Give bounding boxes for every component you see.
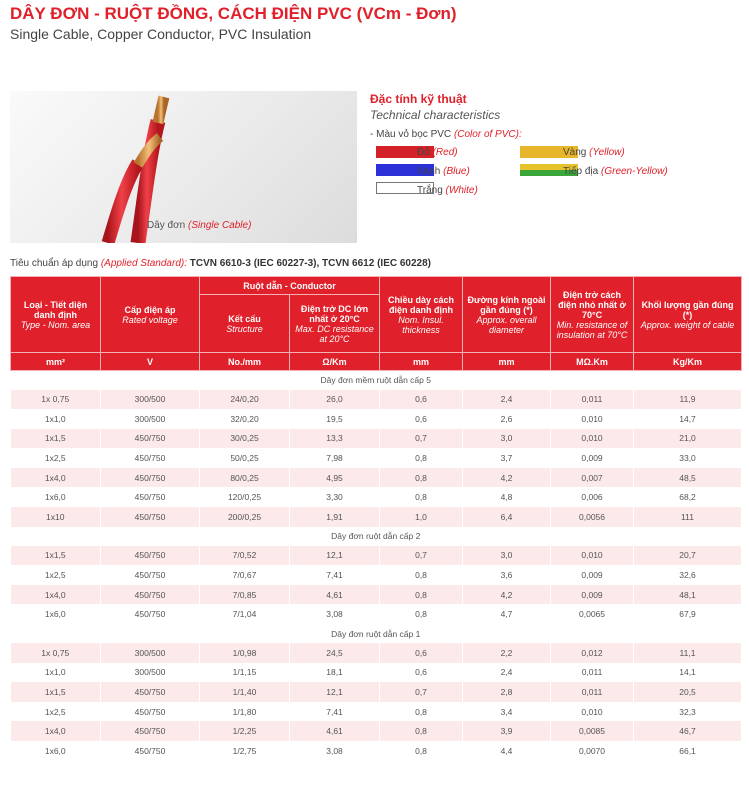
header-dc-resistance: Điện trở DC lớn nhất ở 20°C Max. DC resistance at 20°C bbox=[290, 295, 380, 353]
table-cell: 1x1,0 bbox=[11, 663, 101, 683]
table-cell: 0,6 bbox=[380, 390, 463, 410]
table-row bbox=[11, 546, 742, 566]
table-cell: 1/2,75 bbox=[200, 741, 290, 761]
table-cell: 450/750 bbox=[101, 487, 200, 507]
header-insulation: Chiều dày cách điện danh định Nom. Insul. thickness bbox=[380, 277, 463, 353]
table-cell: 7,41 bbox=[290, 702, 380, 722]
table-cell: 1x1,0 bbox=[11, 409, 101, 429]
table-cell: 33,0 bbox=[634, 448, 742, 468]
section-title: Dây đơn ruột dẫn cấp 2 bbox=[11, 527, 742, 546]
table-cell: 0,8 bbox=[380, 604, 463, 624]
table-cell: 4,61 bbox=[290, 721, 380, 741]
table-cell: 3,08 bbox=[290, 741, 380, 761]
table-cell: 6,4 bbox=[463, 507, 551, 527]
table-row bbox=[11, 487, 742, 507]
table-cell: 7,41 bbox=[290, 565, 380, 585]
table-cell: 3,0 bbox=[463, 546, 551, 566]
table-row bbox=[11, 682, 742, 702]
table-cell: 48,1 bbox=[634, 585, 742, 605]
specs-title-en: Technical characteristics bbox=[370, 108, 501, 122]
table-cell: 24,5 bbox=[290, 643, 380, 663]
table-cell: 1x4,0 bbox=[11, 585, 101, 605]
table-row bbox=[11, 390, 742, 410]
table-cell: 0,0070 bbox=[551, 741, 634, 761]
table-row bbox=[11, 585, 742, 605]
standard-value: TCVN 6610-3 (IEC 60227-3), TCVN 6612 (IEC 60228) bbox=[189, 258, 432, 269]
table-row bbox=[11, 409, 742, 429]
table-cell: 111 bbox=[634, 507, 742, 527]
table-cell: 66,1 bbox=[634, 741, 742, 761]
table-cell: 19,5 bbox=[290, 409, 380, 429]
spec-table bbox=[10, 276, 742, 761]
table-cell: 300/500 bbox=[101, 390, 200, 410]
table-cell: 450/750 bbox=[101, 585, 200, 605]
table-cell: 0,6 bbox=[380, 643, 463, 663]
table-cell: 1x 0,75 bbox=[11, 643, 101, 663]
standard-label-en: (Applied Standard): bbox=[100, 258, 187, 269]
table-cell: 0,009 bbox=[551, 448, 634, 468]
table-cell: 1x6,0 bbox=[11, 741, 101, 761]
table-cell: 4,7 bbox=[463, 604, 551, 624]
table-cell: 2,4 bbox=[463, 663, 551, 683]
table-cell: 450/750 bbox=[101, 507, 200, 527]
table-cell: 4,61 bbox=[290, 585, 380, 605]
color-yellow-label: Vàng (Yellow) bbox=[563, 147, 625, 158]
table-row bbox=[11, 741, 742, 761]
table-cell: 1,0 bbox=[380, 507, 463, 527]
table-cell: 300/500 bbox=[101, 663, 200, 683]
table-row bbox=[11, 643, 742, 663]
table-cell: 0,007 bbox=[551, 468, 634, 488]
table-cell: 0,6 bbox=[380, 663, 463, 683]
table-cell: 450/750 bbox=[101, 468, 200, 488]
table-cell: 13,3 bbox=[290, 429, 380, 449]
table-row bbox=[11, 604, 742, 624]
color-white-label: Trắng (White) bbox=[417, 185, 478, 196]
color-red-label: Đỏ (Red) bbox=[417, 147, 458, 158]
table-cell: 0,011 bbox=[551, 390, 634, 410]
color-label-vi: - Màu vỏ bọc PVC bbox=[370, 129, 452, 140]
table-cell: 3,0 bbox=[463, 429, 551, 449]
table-cell: 1x10 bbox=[11, 507, 101, 527]
table-cell: 7/0,67 bbox=[200, 565, 290, 585]
table-cell: 0,8 bbox=[380, 741, 463, 761]
table-cell: 0,0065 bbox=[551, 604, 634, 624]
table-cell: 1/2,25 bbox=[200, 721, 290, 741]
table-cell: 4,95 bbox=[290, 468, 380, 488]
table-cell: 200/0,25 bbox=[200, 507, 290, 527]
table-cell: 300/500 bbox=[101, 643, 200, 663]
table-cell: 80/0,25 bbox=[200, 468, 290, 488]
table-cell: 4,8 bbox=[463, 487, 551, 507]
table-cell: 46,7 bbox=[634, 721, 742, 741]
table-cell: 4,2 bbox=[463, 585, 551, 605]
table-row bbox=[11, 663, 742, 683]
table-cell: 24/0,20 bbox=[200, 390, 290, 410]
section-title: Dây đơn ruột dẫn cấp 1 bbox=[11, 624, 742, 643]
table-cell: 1x 0,75 bbox=[11, 390, 101, 410]
table-row bbox=[11, 429, 742, 449]
table-cell: 1,91 bbox=[290, 507, 380, 527]
table-cell: 1/1,80 bbox=[200, 702, 290, 722]
table-cell: 1x1,5 bbox=[11, 682, 101, 702]
color-label-en: (Color of PVC): bbox=[453, 129, 522, 140]
table-row bbox=[11, 721, 742, 741]
table-row bbox=[11, 448, 742, 468]
units-row: mm² V No./mm Ω/Km mm mm MΩ.Km Kg/Km bbox=[11, 353, 742, 371]
table-cell: 0,7 bbox=[380, 682, 463, 702]
table-row bbox=[11, 702, 742, 722]
table-cell: 120/0,25 bbox=[200, 487, 290, 507]
table-cell: 0,7 bbox=[380, 429, 463, 449]
table-cell: 0,011 bbox=[551, 663, 634, 683]
table-cell: 3,4 bbox=[463, 702, 551, 722]
table-cell: 0,8 bbox=[380, 565, 463, 585]
table-cell: 21,0 bbox=[634, 429, 742, 449]
table-cell: 0,8 bbox=[380, 468, 463, 488]
table-cell: 1x2,5 bbox=[11, 565, 101, 585]
table-cell: 1/0,98 bbox=[200, 643, 290, 663]
table-cell: 3,7 bbox=[463, 448, 551, 468]
table-cell: 450/750 bbox=[101, 546, 200, 566]
table-cell: 1/1,15 bbox=[200, 663, 290, 683]
table-cell: 0,6 bbox=[380, 409, 463, 429]
table-cell: 32,3 bbox=[634, 702, 742, 722]
table-cell: 1/1,40 bbox=[200, 682, 290, 702]
table-cell: 20,5 bbox=[634, 682, 742, 702]
table-cell: 7,98 bbox=[290, 448, 380, 468]
header-voltage: Cấp điện áp Rated voltage bbox=[101, 277, 200, 353]
table-cell: 300/500 bbox=[101, 409, 200, 429]
section-title: Dây đơn mềm ruột dẫn cấp 5 bbox=[11, 371, 742, 390]
table-row bbox=[11, 565, 742, 585]
header-conductor: Ruột dẫn - Conductor bbox=[200, 277, 380, 295]
table-cell: 450/750 bbox=[101, 741, 200, 761]
table-cell: 3,9 bbox=[463, 721, 551, 741]
table-cell: 0,006 bbox=[551, 487, 634, 507]
table-cell: 0,8 bbox=[380, 487, 463, 507]
section-row bbox=[11, 527, 742, 546]
table-cell: 68,2 bbox=[634, 487, 742, 507]
caption-en: (Single Cable) bbox=[188, 220, 252, 231]
table-cell: 4,4 bbox=[463, 741, 551, 761]
table-cell: 450/750 bbox=[101, 702, 200, 722]
table-cell: 7/1,04 bbox=[200, 604, 290, 624]
table-cell: 50/0,25 bbox=[200, 448, 290, 468]
table-cell: 0,009 bbox=[551, 585, 634, 605]
table-cell: 450/750 bbox=[101, 448, 200, 468]
table-cell: 0,010 bbox=[551, 702, 634, 722]
table-cell: 0,8 bbox=[380, 702, 463, 722]
table-cell: 450/750 bbox=[101, 429, 200, 449]
table-cell: 67,9 bbox=[634, 604, 742, 624]
section-row bbox=[11, 371, 742, 390]
table-cell: 1x4,0 bbox=[11, 721, 101, 741]
header-insulation-resistance: Điện trở cách điện nhỏ nhất ở 70°C Min. resistance of insulation at 70°C bbox=[551, 277, 634, 353]
table-cell: 11,9 bbox=[634, 390, 742, 410]
table-cell: 2,4 bbox=[463, 390, 551, 410]
table-cell: 7/0,52 bbox=[200, 546, 290, 566]
table-cell: 0,7 bbox=[380, 546, 463, 566]
cable-photo bbox=[10, 91, 357, 243]
table-cell: 0,009 bbox=[551, 565, 634, 585]
table-cell: 1x2,5 bbox=[11, 448, 101, 468]
color-label bbox=[370, 129, 522, 140]
table-cell: 30/0,25 bbox=[200, 429, 290, 449]
table-cell: 12,1 bbox=[290, 682, 380, 702]
header-size: Loại - Tiết diện danh định Type - Nom. area bbox=[11, 277, 101, 353]
color-blue-label: Xanh (Blue) bbox=[417, 166, 470, 177]
header-weight: Khối lượng gần đúng (*) Approx. weight of cable bbox=[634, 277, 742, 353]
table-cell: 2,2 bbox=[463, 643, 551, 663]
table-cell: 450/750 bbox=[101, 721, 200, 741]
header-structure: Kết cấu Structure bbox=[200, 295, 290, 353]
table-cell: 32/0,20 bbox=[200, 409, 290, 429]
table-cell: 4,2 bbox=[463, 468, 551, 488]
table-cell: 450/750 bbox=[101, 604, 200, 624]
table-cell: 1x4,0 bbox=[11, 468, 101, 488]
caption-vi: Dây đơn bbox=[147, 220, 186, 231]
table-cell: 0,010 bbox=[551, 429, 634, 449]
table-cell: 32,6 bbox=[634, 565, 742, 585]
table-body bbox=[11, 371, 742, 761]
page-subtitle: Single Cable, Copper Conductor, PVC Insulation bbox=[10, 26, 312, 42]
page-title: DÂY ĐƠN - RUỘT ĐỒNG, CÁCH ĐIỆN PVC (VCm - Đơn) bbox=[10, 4, 457, 23]
table-cell: 450/750 bbox=[101, 682, 200, 702]
table-cell: 0,010 bbox=[551, 409, 634, 429]
table-cell: 26,0 bbox=[290, 390, 380, 410]
table-cell: 1x1,5 bbox=[11, 429, 101, 449]
section-row bbox=[11, 624, 742, 643]
table-cell: 1x6,0 bbox=[11, 604, 101, 624]
table-cell: 0,010 bbox=[551, 546, 634, 566]
applied-standard bbox=[10, 258, 431, 269]
table-cell: 20,7 bbox=[634, 546, 742, 566]
table-cell: 1x6,0 bbox=[11, 487, 101, 507]
table-cell: 3,6 bbox=[463, 565, 551, 585]
table-cell: 14,1 bbox=[634, 663, 742, 683]
color-green-yellow-label: Tiếp địa (Green-Yellow) bbox=[563, 166, 668, 177]
table-cell: 0,0085 bbox=[551, 721, 634, 741]
table-cell: 7/0,85 bbox=[200, 585, 290, 605]
table-cell: 0,8 bbox=[380, 448, 463, 468]
table-row bbox=[11, 507, 742, 527]
standard-label-vi: Tiêu chuẩn áp dụng bbox=[10, 258, 99, 269]
table-cell: 18,1 bbox=[290, 663, 380, 683]
header-diameter: Đường kính ngoài gần đúng (*) Approx. overall diameter bbox=[463, 277, 551, 353]
table-cell: 11,1 bbox=[634, 643, 742, 663]
table-cell: 3,08 bbox=[290, 604, 380, 624]
photo-caption bbox=[147, 220, 251, 231]
table-row bbox=[11, 468, 742, 488]
table-cell: 450/750 bbox=[101, 565, 200, 585]
table-cell: 0,012 bbox=[551, 643, 634, 663]
table-cell: 2,6 bbox=[463, 409, 551, 429]
table-cell: 14,7 bbox=[634, 409, 742, 429]
table-cell: 0,8 bbox=[380, 721, 463, 741]
table-cell: 1x2,5 bbox=[11, 702, 101, 722]
table-cell: 0,011 bbox=[551, 682, 634, 702]
table-cell: 2,8 bbox=[463, 682, 551, 702]
table-cell: 12,1 bbox=[290, 546, 380, 566]
table-cell: 0,8 bbox=[380, 585, 463, 605]
table-cell: 0,0056 bbox=[551, 507, 634, 527]
table-cell: 1x1,5 bbox=[11, 546, 101, 566]
specs-title-vi: Đặc tính kỹ thuật bbox=[370, 92, 467, 106]
table-cell: 48,5 bbox=[634, 468, 742, 488]
table-cell: 3,30 bbox=[290, 487, 380, 507]
